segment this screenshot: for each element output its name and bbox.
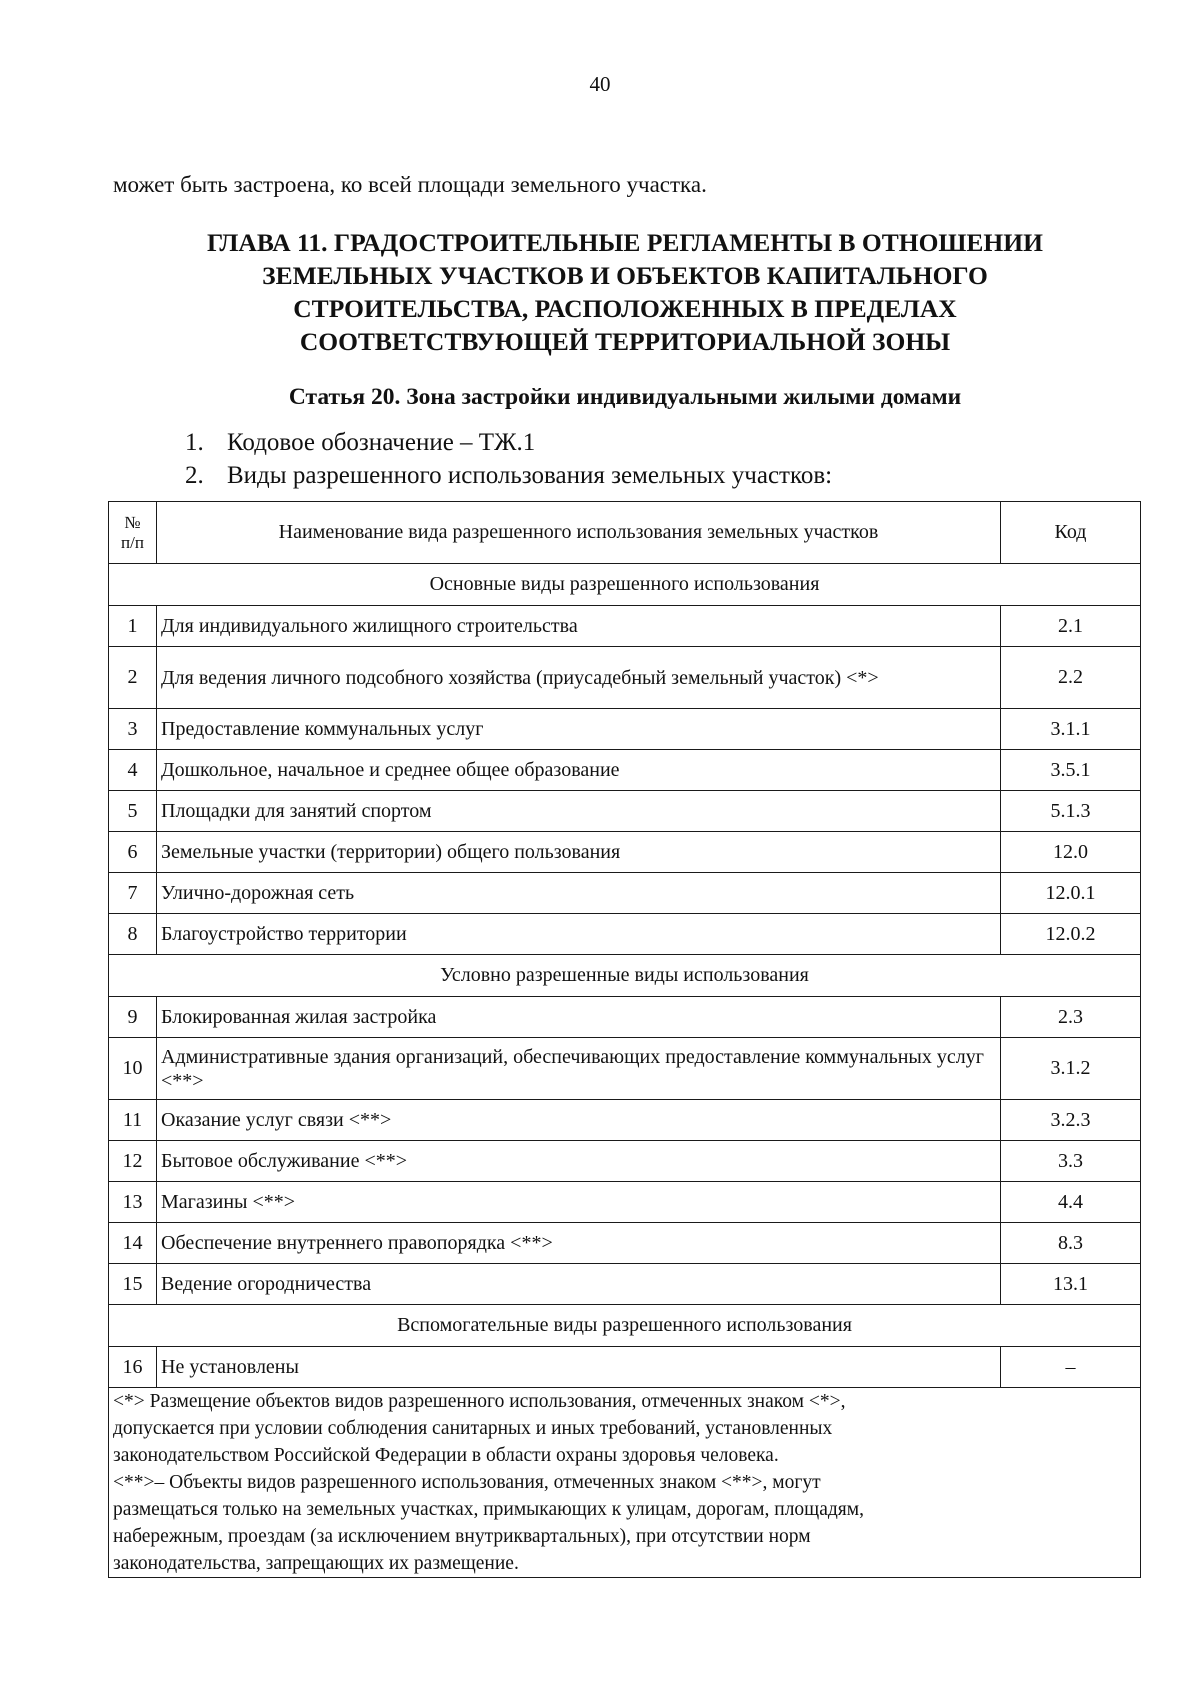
table-row <box>109 709 1141 750</box>
page-number: 40 <box>589 72 611 96</box>
table-row <box>109 997 1141 1038</box>
row-code: 12.0.2 <box>1001 914 1141 955</box>
list-item-number: 2. <box>185 462 204 489</box>
row-code: 2.3 <box>1001 997 1141 1038</box>
row-code: 3.1.1 <box>1001 709 1141 750</box>
row-name: Для ведения личного подсобного хозяйства (приусадебный земельный участок) <*> <box>157 647 1001 709</box>
row-number: 13 <box>109 1182 157 1223</box>
row-number: 14 <box>109 1223 157 1264</box>
table-row <box>109 647 1141 709</box>
row-name: Ведение огородничества <box>157 1264 1001 1305</box>
header-number-line1: № <box>124 512 141 532</box>
footnote-line: законодательством Российской Федерации в области охраны здоровья человека. <box>113 1445 779 1466</box>
row-number: 8 <box>109 914 157 955</box>
table-row <box>109 1038 1141 1100</box>
row-number: 1 <box>109 606 157 647</box>
row-code: 5.1.3 <box>1001 791 1141 832</box>
list-item-text: Виды разрешенного использования земельных участков: <box>227 462 833 489</box>
row-code: 12.0 <box>1001 832 1141 873</box>
article-title: Статья 20. Зона застройки индивидуальными жилыми домами <box>288 384 962 410</box>
list-item-text: Кодовое обозначение – ТЖ.1 <box>227 429 536 456</box>
row-name: Для индивидуального жилищного строительства <box>157 606 1001 647</box>
row-name: Не установлены <box>157 1347 1001 1388</box>
table-row <box>109 1182 1141 1223</box>
footnote-line: законодательства, запрещающих их размещение. <box>113 1553 519 1574</box>
row-number: 4 <box>109 750 157 791</box>
row-number: 15 <box>109 1264 157 1305</box>
row-code: 8.3 <box>1001 1223 1141 1264</box>
row-number: 9 <box>109 997 157 1038</box>
section-row <box>109 1305 1141 1347</box>
section-row <box>109 564 1141 606</box>
footnote-row <box>109 1388 1141 1578</box>
row-number: 3 <box>109 709 157 750</box>
row-code: 4.4 <box>1001 1182 1141 1223</box>
table-row <box>109 1223 1141 1264</box>
table-row <box>109 873 1141 914</box>
table-header-row <box>109 502 1141 564</box>
row-code: 3.2.3 <box>1001 1100 1141 1141</box>
footnote-line: <**>– Объекты видов разрешенного использования, отмеченных знаком <**>, могут <box>113 1472 821 1493</box>
row-number: 12 <box>109 1141 157 1182</box>
numbered-list <box>185 426 1085 492</box>
chapter-heading-line: ГЛАВА 11. ГРАДОСТРОИТЕЛЬНЫЕ РЕГЛАМЕНТЫ В ОТНОШЕНИИ <box>207 228 1043 257</box>
chapter-heading <box>100 226 1150 358</box>
table-row <box>109 832 1141 873</box>
row-code: – <box>1001 1347 1141 1388</box>
row-number: 16 <box>109 1347 157 1388</box>
row-name: Благоустройство территории <box>157 914 1001 955</box>
footnote-line: набережным, проездам (за исключением внутриквартальных), при отсутствии норм <box>113 1526 811 1547</box>
row-name: Площадки для занятий спортом <box>157 791 1001 832</box>
footnote-line: допускается при условии соблюдения санитарных и иных требований, установленных <box>113 1418 833 1439</box>
header-number-line2: п/п <box>121 532 144 552</box>
chapter-heading-line: ЗЕМЕЛЬНЫХ УЧАСТКОВ И ОБЪЕКТОВ КАПИТАЛЬНОГО <box>262 261 988 290</box>
row-number: 7 <box>109 873 157 914</box>
header-name: Наименование вида разрешенного использования земельных участков <box>157 502 1001 564</box>
table-row <box>109 791 1141 832</box>
table-row <box>109 750 1141 791</box>
row-name: Предоставление коммунальных услуг <box>157 709 1001 750</box>
list-item <box>185 426 1085 459</box>
header-code: Код <box>1001 502 1141 564</box>
row-name: Бытовое обслуживание <**> <box>157 1141 1001 1182</box>
section-row <box>109 955 1141 997</box>
row-number: 11 <box>109 1100 157 1141</box>
row-number: 10 <box>109 1038 157 1100</box>
footnote-line: <*> Размещение объектов видов разрешенного использования, отмеченных знаком <*>, <box>113 1391 846 1412</box>
row-name: Обеспечение внутреннего правопорядка <**> <box>157 1223 1001 1264</box>
footnote <box>109 1388 1141 1578</box>
table-row <box>109 1264 1141 1305</box>
section-title: Основные виды разрешенного использования <box>109 564 1141 606</box>
table-row <box>109 606 1141 647</box>
table-row <box>109 1347 1141 1388</box>
row-name: Дошкольное, начальное и среднее общее образование <box>157 750 1001 791</box>
list-item-number: 1. <box>185 429 204 456</box>
section-title: Условно разрешенные виды использования <box>109 955 1141 997</box>
table-row <box>109 1141 1141 1182</box>
row-name: Улично-дорожная сеть <box>157 873 1001 914</box>
footnote-line: размещаться только на земельных участках, примыкающих к улицам, дорогам, площадям, <box>113 1499 864 1520</box>
header-number <box>109 502 157 564</box>
row-name: Блокированная жилая застройка <box>157 997 1001 1038</box>
row-code: 2.2 <box>1001 647 1141 709</box>
land-use-table <box>108 501 1141 1578</box>
row-code: 13.1 <box>1001 1264 1141 1305</box>
row-number: 6 <box>109 832 157 873</box>
row-name: Земельные участки (территории) общего пользования <box>157 832 1001 873</box>
chapter-heading-line: СООТВЕТСТВУЮЩЕЙ ТЕРРИТОРИАЛЬНОЙ ЗОНЫ <box>299 327 951 356</box>
list-item <box>185 459 1085 492</box>
row-code: 3.5.1 <box>1001 750 1141 791</box>
row-code: 2.1 <box>1001 606 1141 647</box>
table-row <box>109 914 1141 955</box>
table-row <box>109 1100 1141 1141</box>
row-code: 3.3 <box>1001 1141 1141 1182</box>
row-name: Магазины <**> <box>157 1182 1001 1223</box>
row-name: Оказание услуг связи <**> <box>157 1100 1001 1141</box>
row-code: 12.0.1 <box>1001 873 1141 914</box>
row-number: 5 <box>109 791 157 832</box>
section-title: Вспомогательные виды разрешенного использования <box>109 1305 1141 1347</box>
row-number: 2 <box>109 647 157 709</box>
intro-text: может быть застроена, ко всей площади земельного участка. <box>113 172 707 197</box>
row-name: Административные здания организаций, обеспечивающих предоставление коммунальных услуг <**> <box>157 1038 1001 1100</box>
row-code: 3.1.2 <box>1001 1038 1141 1100</box>
chapter-heading-line: СТРОИТЕЛЬСТВА, РАСПОЛОЖЕННЫХ В ПРЕДЕЛАХ <box>293 294 957 323</box>
